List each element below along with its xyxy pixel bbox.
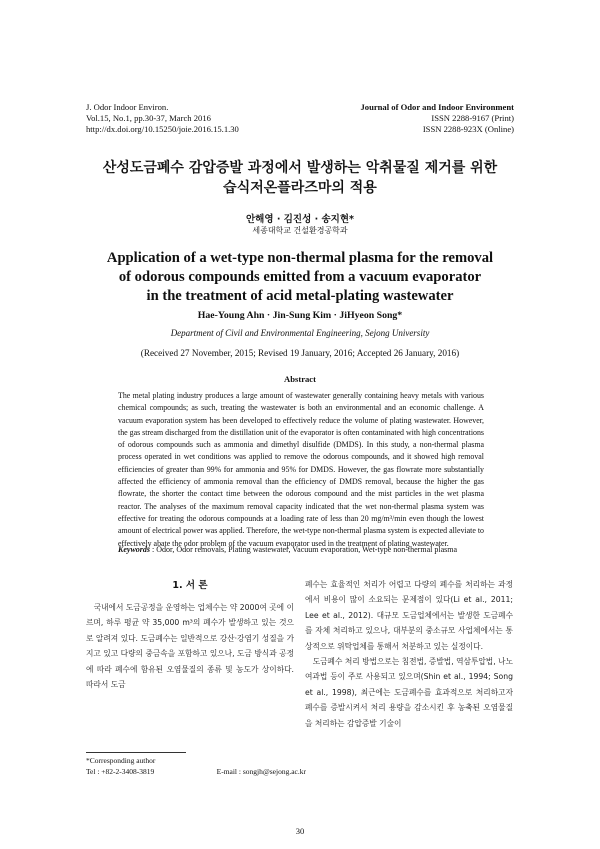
body-paragraph: 국내에서 도금공정을 운영하는 업체수는 약 2000여 곳에 이르며, 하루 평균 약 35,000 m³의 폐수가 발생하고 있는 것으로 알려져 있다. 도금폐수는 일반적으로 강산·강염기 성질을 가지고 있고 다량의 중금속을 포함하고 있으나, 도금 방식과 공정에 따라 폐수에 함유된 오염물질의 종류 및 농도가 상이하다. 따라서 도금	[86, 603, 294, 690]
body-paragraph: 도금폐수 처리 방법으로는 침전법, 증발법, 역삼투압법, 나노여과법 등이 주로 사용되고 있으며(Shin et al., 1994; Song et al., 1998), 최근에는 도금폐수를 효과적으로 처리하고자 폐수를 증발시켜서 처리 용량을 감소시킨 후 농축된 오염물질을 처리하는 감압증발 기술이	[305, 657, 513, 728]
keywords-text: : Odor, Odor removals, Plating wastewater, Vacuum evaporation, Wet-type non-thermal plasma	[150, 545, 458, 554]
issn-print: ISSN 2288-9167 (Print)	[431, 113, 514, 123]
journal-name: Journal of Odor and Indoor Environment	[360, 102, 514, 112]
page-number: 30	[295, 826, 305, 836]
volume-line: Vol.15, No.1, pp.30-37, March 2016	[86, 113, 211, 123]
issn-online: ISSN 2288-923X (Online)	[422, 124, 514, 134]
keywords-label: Keywords	[118, 545, 150, 554]
journal-abbreviation: J. Odor Indoor Environ.	[86, 102, 169, 112]
footnote-email[interactable]: E-mail : songjh@sejong.ac.kr	[216, 766, 306, 776]
received-dates: (Received 27 November, 2015; Revised 19 January, 2016; Accepted 26 January, 2016)	[140, 348, 460, 358]
footnote-tel: Tel : +82-2-3408-3819	[86, 766, 155, 776]
abstract-text: The metal plating industry produces a large amount of wastewater generally containing heavy metals with various chemical compounds; as such, treating the wastewater is both an environmental and an economic challenge. A vacuum evaporation system has been developed to effectively reduce the volume of plating wastewater. However, the gas stream discharged from the distillation unit of the evaporator is often contaminated with high concentrations of odorous compounds such as ammonia and dimethyl disulfide (DMDS). In this study, a non-thermal plasma process operated in wet conditions was applied to remove the odorous compounds, and it showed high removal efficiencies of greater than 99% for ammonia and 95% for DMDS. However, the gas flowrate more substantially affected the efficiency of ammonia removal than the efficiency of DMDS removal, because the higher the gas flowrate, the shorter the contact time between the odorous compound and the mist particles in the wet plasma reactor. The analyses of the maximum removal capacity indicated that the wet non-thermal plasma system was effective for treating the odorous compounds at a loading rate of less than 20 mg/m³/min even though the lowest amount of electrical power was applied. Therefore, the wet-type non-thermal plasma system is expected alleviate to effectively abate the odor problem of the vacuum evaporator used in the treatment of plating wastewater.	[118, 391, 484, 548]
korean-affiliation: 세종대학교 건설환경공학과	[252, 226, 348, 235]
body-column-left	[86, 600, 294, 692]
footnote-divider	[86, 752, 186, 753]
english-title-line-3: in the treatment of acid metal-plating wastewater	[146, 288, 454, 304]
body-column-right	[305, 577, 513, 731]
footnote-contact-row	[86, 767, 306, 778]
footnote-label: *Corresponding author	[86, 756, 156, 765]
korean-title-line-1: 산성도금폐수 감압증발 과정에서 발생하는 악취물질 제거를 위한	[102, 160, 498, 176]
body-paragraph: 폐수는 효율적인 처리가 어렵고 다량의 폐수를 처리하는 과정에서 비용이 많이 소요되는 문제점이 있다(Li et al., 2011; Lee et al., 2012). 대규모 도금업체에서는 발생한 도금폐수를 자체 처리하고 있으나, 대부분의 중소규모 사업체에서는 통상적으로 위탁업체를 통해서 처분하고 있는 실정이다.	[305, 580, 513, 651]
english-authors: Hae-Young Ahn · Jin-Sung Kim · JiHyeon Song*	[197, 310, 403, 321]
corresponding-author-footnote	[86, 756, 306, 777]
english-title-line-1: Application of a wet-type non-thermal plasma for the removal	[106, 250, 494, 266]
keywords-line	[118, 545, 498, 554]
english-title	[60, 249, 540, 306]
journal-header-right	[274, 102, 514, 135]
abstract-heading: Abstract	[284, 374, 316, 384]
korean-authors: 안해영 · 김진성 · 송지현*	[245, 214, 354, 225]
english-title-line-2: of odorous compounds emitted from a vacuum evaporator	[118, 269, 482, 285]
korean-title	[0, 158, 600, 198]
korean-title-line-2: 습식저온플라즈마의 적용	[223, 180, 377, 196]
doi-link[interactable]: http://dx.doi.org/10.15250/joie.2016.15.1.30	[86, 124, 239, 134]
section-heading-introduction: 1. 서 론	[172, 580, 208, 591]
english-affiliation: Department of Civil and Environmental Engineering, Sejong University	[170, 328, 430, 338]
